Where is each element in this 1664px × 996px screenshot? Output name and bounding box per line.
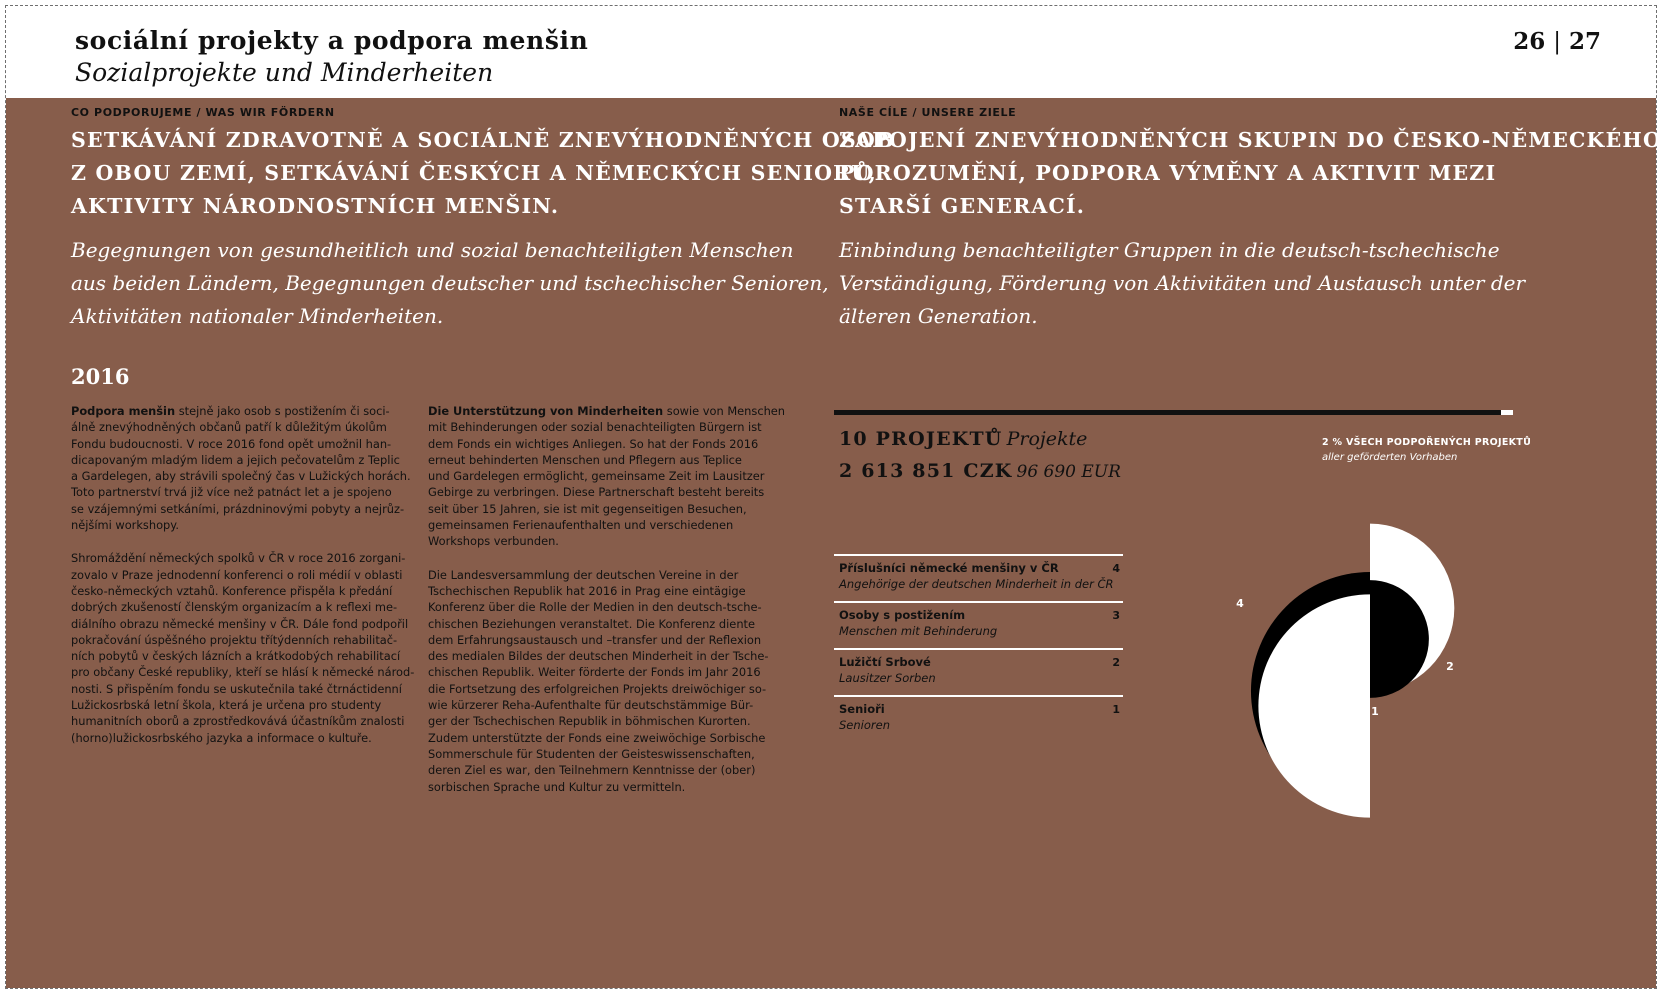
chart-value-label: 1	[1371, 705, 1379, 718]
text-line: und Gardelegen ermöglicht, gemeinsame Zeit im Lausitzer	[428, 469, 765, 484]
category-label-cs: Příslušníci německé menšiny v ČR	[839, 561, 1059, 575]
support-headline-line: Z OBOU ZEMÍ, SETKÁVÁNÍ ČESKÝCH A NĚMECKÝCH SENIORŮ,	[71, 161, 877, 185]
support-intro-de	[71, 234, 829, 333]
category-row	[834, 554, 1123, 600]
support-label: CO PODPORUJEME / WAS WIR FÖRDERN	[71, 106, 335, 119]
support-intro-line: Begegnungen von gesundheitlich und sozial benachteiligten Menschen	[71, 238, 794, 262]
text-line: Zudem unterstützte der Fonds eine zweiwöchige Sorbische	[428, 730, 766, 745]
text-line: seit über 15 Jahren, sie ist mit gegenseitigen Besuchen,	[428, 501, 747, 516]
text-line: die Fortsetzung des erfolgreichen Projekts dreiwöchiger so-	[428, 681, 767, 696]
text-line: Gebirge zu verbringen. Diese Partnerschaft besteht bereits	[428, 485, 765, 500]
text-line: Lužickosrbská letní škola, která je určena pro studenty	[71, 698, 382, 713]
text-line: chischen Beziehungen veranstaltet. Die Konferenz diente	[428, 616, 756, 631]
support-headline-line: AKTIVITY NÁRODNOSTNÍCH MENŠIN.	[71, 194, 560, 218]
funding-amount	[839, 460, 1121, 482]
text-line: chischen Republik. Weiter förderte der Fonds im Jahr 2016	[428, 665, 761, 680]
text-line: stejně jako osob s postižením či soci-	[175, 404, 390, 418]
text-line: dobrých zkušeností členským organizacím a k reflexi me-	[71, 600, 398, 615]
text-line: des medialen Bildes der deutschen Minderheit in der Tsche-	[428, 649, 769, 664]
paragraph-lead: Podpora menšin	[71, 404, 176, 418]
section-title-de: Sozialprojekte und Minderheiten	[75, 58, 494, 87]
year-heading: 2016	[71, 364, 130, 389]
page-header	[6, 6, 1656, 98]
category-row	[834, 648, 1123, 694]
text-line: dem Erfahrungsaustausch und –transfer und der Reflexion	[428, 632, 762, 647]
projects-count	[839, 428, 1087, 450]
text-line: pro občany České republiky, kteří se hlásí k německé národ-	[71, 665, 415, 680]
text-line: dem Fonds ein wichtiges Anliegen. So hat der Fonds 2016	[428, 436, 759, 451]
goals-label: NAŠE CÍLE / UNSERE ZIELE	[839, 106, 1017, 119]
category-count: 1	[1112, 703, 1120, 716]
text-line: ních pobytů v českých lázních a krátkodobých rehabilitací	[71, 649, 401, 664]
goals-headline-line: STARŠÍ GENERACÍ.	[839, 194, 1086, 218]
category-count: 4	[1112, 562, 1120, 575]
category-label-de: Menschen mit Behinderung	[839, 624, 998, 638]
goals-intro-line: Verständigung, Förderung von Aktivitäten und Austausch unter der	[839, 271, 1526, 295]
text-line: a Gardelegen, aby strávili společný čas v Lužických horách.	[71, 469, 411, 484]
text-line: ger der Tschechischen Republik in böhmischen Kurorten.	[428, 714, 751, 729]
category-count: 3	[1112, 609, 1120, 622]
funding-amount-czk: 2 613 851 CZK	[839, 460, 1013, 482]
goals-headline-line: POROZUMĚNÍ, PODPORA VÝMĚNY A AKTIVIT MEZI	[839, 161, 1497, 185]
funding-amount-eur: 96 690 EUR	[1016, 462, 1121, 482]
text-line: álně znevýhodněných občanů patří k důležitým úkolům	[71, 420, 387, 435]
text-line: diálního obrazu německé menšiny v ČR. Dále fond podpořil	[71, 616, 409, 631]
text-line: Konferenz über die Rolle der Medien in den deutsch-tsche-	[428, 600, 762, 615]
goals-intro-line: älteren Generation.	[839, 304, 1038, 328]
text-line: Sommerschule für Studenten der Geisteswissenschaften,	[428, 746, 755, 761]
category-count: 2	[1112, 656, 1120, 669]
text-line: erneut behinderten Menschen und Pflegern aus Teplice	[428, 452, 742, 467]
projects-count-cs: 10 PROJEKTŮ	[839, 428, 1003, 450]
text-line: (horno)lužickosrbského jazyka a informace o kultuře.	[71, 730, 372, 745]
text-line: česko-německých vztahů. Konference přispěla k předání	[71, 583, 393, 598]
content-panel	[6, 98, 1663, 988]
text-line: Shromáždění německých spolků v ČR v roce 2016 zorgani-	[71, 551, 406, 566]
text-line: sorbischen Sprache und Kultur zu vermitteln.	[428, 779, 686, 794]
text-line: gemeinsamen Ferienaufenthalten und verschiedenen	[428, 518, 734, 533]
support-intro-line: aus beiden Ländern, Begegnungen deutscher und tschechischer Senioren,	[71, 271, 829, 295]
text-line: humanitních oborů a zprostředkovává účastníkům znalosti	[71, 714, 405, 729]
text-line: Fondu budoucnosti. V roce 2016 fond opět umožnil han-	[71, 436, 392, 451]
chart-value-label: 3	[1356, 802, 1364, 815]
text-line: sowie von Menschen	[663, 404, 786, 418]
category-label-cs: Osoby s postižením	[839, 608, 966, 622]
goals-headline-line: ZAPOJENÍ ZNEVÝHODNĚNÝCH SKUPIN DO ČESKO-NĚMECKÉHO	[839, 128, 1663, 152]
text-line: zovalo v Praze jednodenní konferenci o roli médií v oblasti	[71, 567, 403, 582]
paragraph	[71, 403, 414, 533]
text-line: mit Behinderungen oder sozial benachteiligten Bürgern ist	[428, 420, 762, 435]
category-row	[834, 601, 1123, 647]
share-caption-cs: 2 % VŠECH PODPOŘENÝCH PROJEKTŮ	[1322, 437, 1532, 448]
goals-intro-de	[839, 234, 1525, 333]
page-separator: |	[1553, 29, 1561, 55]
projects-count-de: Projekte	[1006, 428, 1088, 450]
text-line: Workshops verbunden.	[428, 534, 559, 549]
category-chart-svg	[1200, 510, 1500, 820]
page-number-left: 26	[1513, 28, 1546, 55]
chart-value-label: 4	[1236, 597, 1244, 610]
goals-intro-line: Einbindung benachteiligter Gruppen in die deutsch-tschechische	[839, 238, 1500, 262]
support-headline	[71, 124, 894, 223]
text-line: pokračování úspěšného projektu třítýdenních rehabilitač-	[71, 632, 398, 647]
category-label-cs: Senioři	[839, 702, 885, 716]
text-line: dicapovaným mladým lidem a jejich pečovatelům z Teplic	[71, 452, 400, 467]
stats-rule	[834, 410, 1501, 415]
text-line: Toto partnerství trvá již více než patnáct let a je spojeno	[71, 485, 392, 500]
chart-value-label: 2	[1446, 660, 1454, 673]
body-column-cs	[71, 403, 414, 746]
share-caption-de: aller geförderten Vorhaben	[1322, 452, 1458, 463]
category-label-cs: Lužičtí Srbové	[839, 655, 931, 669]
text-line: wie kürzerer Reha-Aufenthalte für deutschstämmige Bür-	[428, 698, 754, 713]
goals-headline	[839, 124, 1662, 223]
support-intro-line: Aktivitäten nationaler Minderheiten.	[71, 304, 444, 328]
category-label-de: Angehörige der deutschen Minderheit in der ČR	[839, 577, 1114, 591]
support-headline-line: SETKÁVÁNÍ ZDRAVOTNĚ A SOCIÁLNĚ ZNEVÝHODNĚNÝCH OSOB	[71, 128, 895, 152]
paragraph-lead: Die Unterstützung von Minderheiten	[428, 404, 664, 418]
paragraph	[428, 403, 785, 550]
stats-rule-end	[1501, 410, 1513, 415]
page-number-right: 27	[1568, 28, 1601, 55]
text-line: nosti. S přispěním fondu se uskutečnila také čtrnáctidenní	[71, 681, 402, 696]
page-numbers	[1513, 28, 1601, 55]
text-line: se vzájemnými setkáními, prázdninovými pobyty a nejrůz-	[71, 501, 405, 516]
section-title-cs: sociální projekty a podpora menšin	[75, 26, 589, 55]
category-label-de: Lausitzer Sorben	[839, 671, 936, 685]
category-label-de: Senioren	[839, 718, 890, 732]
text-line: deren Ziel es war, den Teilnehmern Kenntnisse der (ober)	[428, 763, 756, 778]
paragraph	[71, 550, 414, 746]
body-column-de	[428, 403, 785, 795]
text-line: Die Landesversammlung der deutschen Vereine in der	[428, 567, 739, 582]
category-row	[834, 695, 1123, 741]
text-line: Tschechischen Republik hat 2016 in Prag eine eintägige	[428, 583, 746, 598]
text-line: nějšími workshopy.	[71, 518, 180, 533]
paragraph	[428, 567, 785, 795]
category-chart	[1200, 510, 1500, 820]
